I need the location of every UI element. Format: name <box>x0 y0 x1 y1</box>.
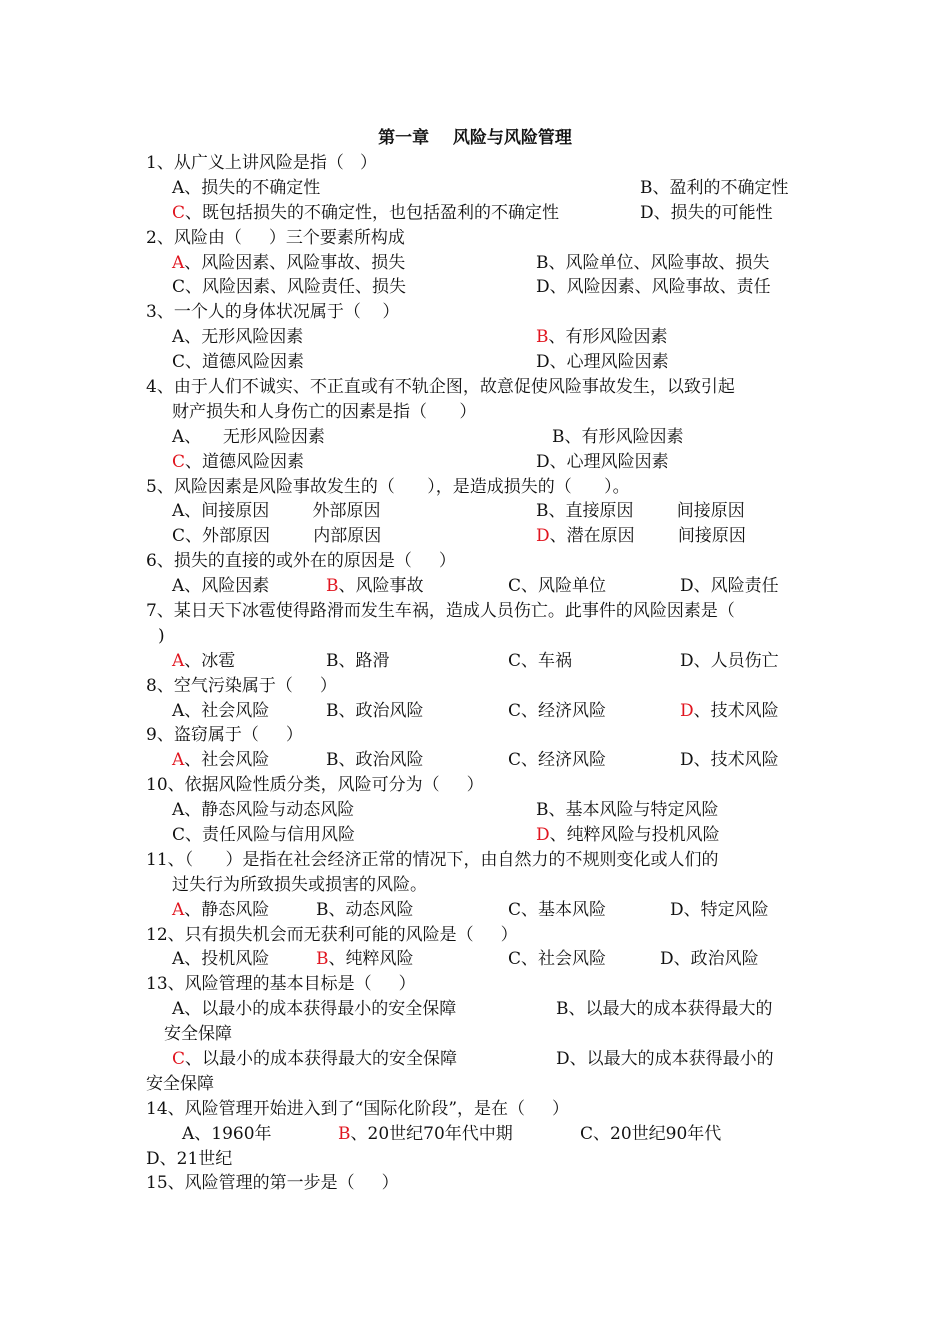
question-10-option-d: D、纯粹风险与投机风险 <box>536 825 720 845</box>
question-3-option-b: B、有形风险因素 <box>536 327 668 347</box>
question-11-option-d: D、特定风险 <box>670 900 769 920</box>
question-2-option-a: A、风险因素、风险事故、损失 <box>172 253 406 273</box>
answer-letter: C <box>172 1049 186 1069</box>
question-7-stem-line1: 7、某日天下冰雹使得路滑而发生车祸，造成人员伤亡。此事件的风险因素是（ <box>146 601 735 621</box>
question-12-option-b: B、纯粹风险 <box>316 949 414 969</box>
question-3-option-c: C、道德风险因素 <box>172 352 305 372</box>
answer-letter: B <box>326 576 339 596</box>
answer-letter: C <box>172 452 186 472</box>
question-11-stem-line2: 过失行为所致损失或损害的风险。 <box>172 875 427 895</box>
question-12-option-d: D、政治风险 <box>660 949 759 969</box>
answer-letter: B <box>316 949 329 969</box>
answer-letter: D <box>536 526 550 546</box>
question-1-option-a: A、损失的不确定性 <box>172 178 321 198</box>
question-9-option-d: D、技术风险 <box>680 750 779 770</box>
question-4-option-b: B、有形风险因素 <box>552 427 684 447</box>
question-13-stem: 13、风险管理的基本目标是（ ） <box>146 974 416 994</box>
answer-letter: C <box>172 203 186 223</box>
question-11-option-c: C、基本风险 <box>508 900 607 920</box>
answer-letter: A <box>172 750 185 770</box>
answer-letter: B <box>536 327 549 347</box>
question-9-option-b: B、政治风险 <box>326 750 424 770</box>
question-13-option-b-line1: B、以最大的成本获得最大的 <box>556 999 773 1019</box>
question-9-stem: 9、盗窃属于（ ） <box>146 725 303 745</box>
question-2-option-d: D、风险因素、风险事故、责任 <box>536 277 771 297</box>
question-6-stem: 6、损失的直接的或外在的原因是（ ） <box>146 551 456 571</box>
question-1-option-d: D、损失的可能性 <box>640 203 773 223</box>
question-13-option-a: A、以最小的成本获得最小的安全保障 <box>172 999 457 1019</box>
option-letter: A <box>172 178 185 198</box>
question-15-stem: 15、风险管理的第一步是（ ） <box>146 1173 399 1193</box>
answer-letter: D <box>680 701 694 721</box>
chapter-title: 第一章 风险与风险管理 <box>378 128 572 148</box>
answer-letter: A <box>172 900 185 920</box>
question-10-option-b: B、基本风险与特定风险 <box>536 800 719 820</box>
question-1-stem: 1、从广义上讲风险是指（ ） <box>146 153 378 173</box>
question-8-option-d: D、技术风险 <box>680 701 779 721</box>
question-1-option-b: B、盈利的不确定性 <box>640 178 789 198</box>
question-8-stem: 8、空气污染属于（ ） <box>146 676 337 696</box>
question-3-option-a: A、无形风险因素 <box>172 327 304 347</box>
question-5-stem: 5、风险因素是风险事故发生的（ ），是造成损失的（ ）。 <box>146 477 630 497</box>
question-14-option-b: B、20世纪70年代中期 <box>338 1124 513 1144</box>
question-7-option-d: D、人员伤亡 <box>680 651 779 671</box>
question-7-stem-line2: ) <box>158 626 165 646</box>
question-14-option-c: C、20世纪90年代 <box>580 1124 722 1144</box>
question-5-option-d: D、潜在原因 间接原因 <box>536 526 746 546</box>
question-8-option-a: A、社会风险 <box>172 701 270 721</box>
question-12-option-a: A、投机风险 <box>172 949 270 969</box>
question-9-option-c: C、经济风险 <box>508 750 607 770</box>
question-3-stem: 3、一个人的身体状况属于（ ） <box>146 302 400 322</box>
question-12-option-c: C、社会风险 <box>508 949 607 969</box>
question-12-stem: 12、只有损失机会而无获利可能的风险是（ ） <box>146 925 518 945</box>
question-11-option-a: A、静态风险 <box>172 900 270 920</box>
question-3-option-d: D、心理风险因素 <box>536 352 669 372</box>
question-14-option-a: A、1960年 <box>182 1124 272 1144</box>
question-9-option-a: A、社会风险 <box>172 750 270 770</box>
question-2-option-b: B、风险单位、风险事故、损失 <box>536 253 770 273</box>
question-5-option-a: A、间接原因 外部原因 <box>172 501 381 521</box>
question-7-option-c: C、车祸 <box>508 651 573 671</box>
question-2-stem: 2、风险由（ ）三个要素所构成 <box>146 228 405 248</box>
question-8-option-c: C、经济风险 <box>508 701 607 721</box>
question-13-option-d-line2: 安全保障 <box>146 1074 214 1094</box>
answer-letter: D <box>536 825 550 845</box>
question-6-option-b: B、风险事故 <box>326 576 424 596</box>
question-10-option-a: A、静态风险与动态风险 <box>172 800 355 820</box>
question-1-option-c: C、既包括损失的不确定性，也包括盈利的不确定性 <box>172 203 560 223</box>
question-4-option-a: A、 无形风险因素 <box>172 427 325 447</box>
question-10-option-c: C、责任风险与信用风险 <box>172 825 356 845</box>
question-6-option-c: C、风险单位 <box>508 576 607 596</box>
question-14-option-d: D、21世纪 <box>146 1149 233 1169</box>
question-7-option-b: B、路滑 <box>326 651 390 671</box>
question-14-stem: 14、风险管理开始进入到了“国际化阶段”，是在（ ） <box>146 1099 570 1119</box>
question-6-option-a: A、风险因素 <box>172 576 270 596</box>
question-4-option-c: C、道德风险因素 <box>172 452 305 472</box>
question-5-option-c: C、外部原因 内部原因 <box>172 526 382 546</box>
question-10-stem: 10、依据风险性质分类，风险可分为（ ） <box>146 775 484 795</box>
question-2-option-c: C、风险因素、风险责任、损失 <box>172 277 407 297</box>
question-8-option-b: B、政治风险 <box>326 701 424 721</box>
question-13-option-b-line2: 安全保障 <box>164 1024 232 1044</box>
question-13-option-d-line1: D、以最大的成本获得最小的 <box>556 1049 774 1069</box>
question-4-stem-line1: 4、由于人们不诚实、不正直或有不轨企图，故意促使风险事故发生，以致引起 <box>146 377 735 397</box>
question-11-option-b: B、动态风险 <box>316 900 414 920</box>
answer-letter: B <box>338 1124 351 1144</box>
question-7-option-a: A、冰雹 <box>172 651 236 671</box>
question-6-option-d: D、风险责任 <box>680 576 779 596</box>
answer-letter: A <box>172 651 185 671</box>
question-4-stem-line2: 财产损失和人身伤亡的因素是指（ ） <box>172 402 477 422</box>
question-5-option-b: B、直接原因 间接原因 <box>536 501 745 521</box>
answer-letter: A <box>172 253 185 273</box>
question-11-stem-line1: 11、（ ）是指在社会经济正常的情况下，由自然力的不规则变化或人们的 <box>146 850 719 870</box>
question-4-option-d: D、心理风险因素 <box>536 452 669 472</box>
question-13-option-c: C、以最小的成本获得最大的安全保障 <box>172 1049 458 1069</box>
